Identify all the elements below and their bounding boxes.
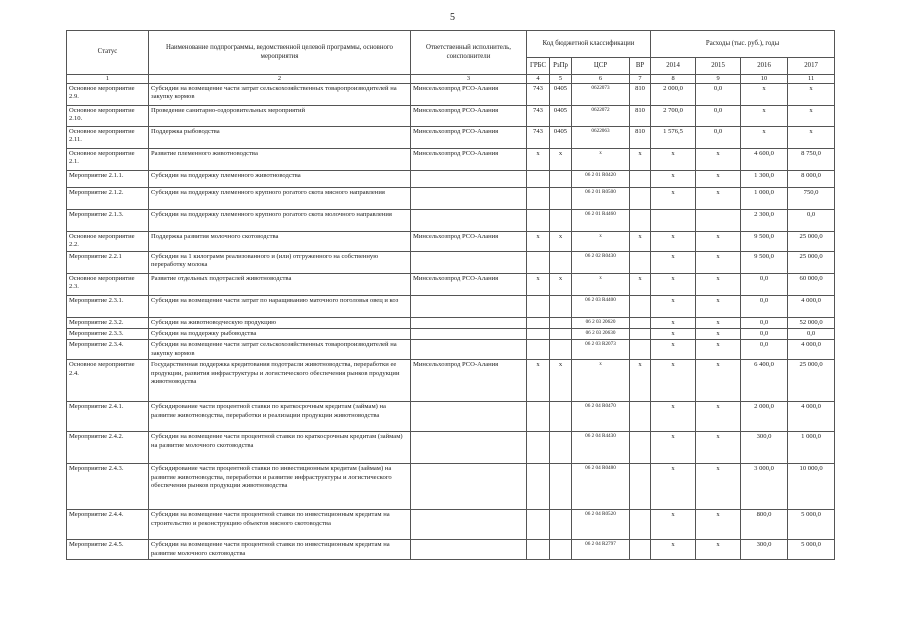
- header-grbs: ГРБС: [527, 58, 550, 75]
- row-2016: 0,0: [741, 318, 788, 329]
- column-number: 2: [149, 75, 411, 84]
- row-csr: 0622073: [572, 84, 630, 106]
- row-2017: 8 000,0: [788, 171, 835, 188]
- row-2015: х: [696, 432, 741, 464]
- row-2016: х: [741, 106, 788, 127]
- row-executor: [411, 540, 527, 560]
- row-vr: х: [630, 274, 651, 296]
- row-name: Субсидии на поддержку племенного крупного рогатого скота молочного направления: [149, 210, 411, 232]
- row-2015: х: [696, 149, 741, 171]
- row-vr: х: [630, 149, 651, 171]
- table-row: [67, 510, 835, 540]
- row-rzpr: [550, 318, 572, 329]
- row-2014: х: [651, 252, 696, 274]
- row-2017: 52 000,0: [788, 318, 835, 329]
- page-number: 5: [450, 12, 455, 23]
- row-2014: х: [651, 540, 696, 560]
- row-name: Поддержка развития молочного скотоводства: [149, 232, 411, 252]
- column-number: 11: [788, 75, 835, 84]
- row-csr: 06 2 04 R4430: [572, 432, 630, 464]
- row-rzpr: [550, 329, 572, 340]
- row-name: Государственная поддержка кредитования подотрасли животноводства, переработки ее продукции, развития инфраструктуры и логистического обеспечения рынков продукции животноводства: [149, 360, 411, 402]
- row-2016: 300,0: [741, 540, 788, 560]
- row-status: Мероприятие 2.3.2.: [67, 318, 149, 329]
- table-body: [67, 84, 835, 560]
- row-executor: Минсельхозпрод РСО-Алания: [411, 127, 527, 149]
- row-executor: Минсельхозпрод РСО-Алания: [411, 106, 527, 127]
- row-name: Субсидирование части процентной ставки по краткосрочным кредитам (займам) на развитие животноводства, переработки и реализации продукции животноводства: [149, 402, 411, 432]
- row-grbs: [527, 296, 550, 318]
- row-vr: 810: [630, 127, 651, 149]
- row-2016: 300,0: [741, 432, 788, 464]
- row-rzpr: [550, 432, 572, 464]
- row-executor: [411, 432, 527, 464]
- row-csr: х: [572, 274, 630, 296]
- row-name: Субсидирование части процентной ставки по инвестиционным кредитам (займам) на развитие животноводства, переработки и развитие инфраструктуры и логистического обеспечения рынков продукции животноводства: [149, 464, 411, 510]
- table-row: [67, 232, 835, 252]
- row-status: Основное мероприятие 2.11.: [67, 127, 149, 149]
- row-status: Мероприятие 2.4.2.: [67, 432, 149, 464]
- row-vr: [630, 188, 651, 210]
- row-2014: х: [651, 340, 696, 360]
- row-2016: 6 400,0: [741, 360, 788, 402]
- row-vr: [630, 296, 651, 318]
- row-status: Мероприятие 2.1.2.: [67, 188, 149, 210]
- row-2017: 4 000,0: [788, 340, 835, 360]
- row-2015: [696, 210, 741, 232]
- row-2016: 0,0: [741, 340, 788, 360]
- row-status: Основное мероприятие 2.1.: [67, 149, 149, 171]
- row-executor: Минсельхозпрод РСО-Алания: [411, 360, 527, 402]
- row-csr: 06 2 04 R2797: [572, 540, 630, 560]
- row-name: Развитие отдельных подотраслей животноводства: [149, 274, 411, 296]
- row-2017: 0,0: [788, 210, 835, 232]
- row-2016: 1 300,0: [741, 171, 788, 188]
- row-2016: 800,0: [741, 510, 788, 540]
- row-2017: 8 750,0: [788, 149, 835, 171]
- row-2015: х: [696, 540, 741, 560]
- row-vr: х: [630, 360, 651, 402]
- row-2017: х: [788, 84, 835, 106]
- table-row: [67, 329, 835, 340]
- row-name: Субсидии на возмещение части затрат по наращиванию маточного поголовья овец и коз: [149, 296, 411, 318]
- row-2016: 4 600,0: [741, 149, 788, 171]
- row-2014: х: [651, 188, 696, 210]
- row-executor: Минсельхозпрод РСО-Алания: [411, 232, 527, 252]
- row-name: Субсидии на возмещение части процентной ставки по краткосрочным кредитам (займам) на развитие молочного скотоводства: [149, 432, 411, 464]
- row-name: Субсидии на поддержку рыбоводства: [149, 329, 411, 340]
- row-2016: 2 000,0: [741, 402, 788, 432]
- row-csr: 06 2 04 R0480: [572, 464, 630, 510]
- row-grbs: [527, 329, 550, 340]
- row-name: Развитие племенного животноводства: [149, 149, 411, 171]
- row-csr: 0622063: [572, 127, 630, 149]
- row-2016: 0,0: [741, 274, 788, 296]
- header-rzpr: РзПр: [550, 58, 572, 75]
- row-2016: 1 000,0: [741, 188, 788, 210]
- row-name: Субсидии на возмещение части процентной ставки по инвестиционным кредитам на развитие молочного скотоводства: [149, 540, 411, 560]
- row-grbs: [527, 210, 550, 232]
- row-2017: 25 000,0: [788, 360, 835, 402]
- row-executor: [411, 210, 527, 232]
- row-rzpr: [550, 402, 572, 432]
- row-rzpr: 0405: [550, 84, 572, 106]
- table-row: [67, 171, 835, 188]
- row-executor: [411, 252, 527, 274]
- row-2015: 0,0: [696, 84, 741, 106]
- row-status: Мероприятие 2.1.3.: [67, 210, 149, 232]
- table-row: [67, 464, 835, 510]
- row-grbs: [527, 318, 550, 329]
- table-row: [67, 296, 835, 318]
- row-2014: х: [651, 149, 696, 171]
- row-status: Основное мероприятие 2.10.: [67, 106, 149, 127]
- row-grbs: [527, 402, 550, 432]
- row-rzpr: х: [550, 232, 572, 252]
- budget-table: [66, 30, 835, 560]
- row-vr: [630, 210, 651, 232]
- row-executor: [411, 464, 527, 510]
- row-executor: [411, 340, 527, 360]
- row-vr: [630, 329, 651, 340]
- row-2014: [651, 210, 696, 232]
- table-row: [67, 274, 835, 296]
- row-vr: [630, 464, 651, 510]
- row-2014: х: [651, 171, 696, 188]
- row-2017: 5 000,0: [788, 540, 835, 560]
- row-2017: 0,0: [788, 329, 835, 340]
- row-rzpr: [550, 510, 572, 540]
- table-row: [67, 127, 835, 149]
- row-executor: [411, 188, 527, 210]
- row-2015: 0,0: [696, 106, 741, 127]
- column-number: 8: [651, 75, 696, 84]
- row-rzpr: х: [550, 149, 572, 171]
- row-2016: 0,0: [741, 296, 788, 318]
- table-row: [67, 106, 835, 127]
- table-row: [67, 432, 835, 464]
- row-vr: 810: [630, 106, 651, 127]
- table-row: [67, 318, 835, 329]
- row-2015: х: [696, 188, 741, 210]
- row-executor: Минсельхозпрод РСО-Алания: [411, 149, 527, 171]
- column-number: 5: [550, 75, 572, 84]
- row-grbs: 743: [527, 127, 550, 149]
- row-csr: 06 2 04 R0470: [572, 402, 630, 432]
- row-2014: х: [651, 402, 696, 432]
- row-grbs: [527, 510, 550, 540]
- row-csr: 06 2 03 R2073: [572, 340, 630, 360]
- row-name: Поддержка рыбоводства: [149, 127, 411, 149]
- row-rzpr: [550, 210, 572, 232]
- row-2016: х: [741, 84, 788, 106]
- row-csr: 06 2 01 R4460: [572, 210, 630, 232]
- row-rzpr: [550, 252, 572, 274]
- row-2015: х: [696, 329, 741, 340]
- row-rzpr: [550, 171, 572, 188]
- row-status: Мероприятие 2.4.3.: [67, 464, 149, 510]
- row-status: Мероприятие 2.4.1.: [67, 402, 149, 432]
- row-csr: 06 2 04 R0520: [572, 510, 630, 540]
- row-2017: 25 000,0: [788, 252, 835, 274]
- row-csr: х: [572, 360, 630, 402]
- row-executor: [411, 402, 527, 432]
- row-vr: 810: [630, 84, 651, 106]
- row-executor: [411, 329, 527, 340]
- column-number: 9: [696, 75, 741, 84]
- row-2015: х: [696, 340, 741, 360]
- table-row: [67, 340, 835, 360]
- row-2016: х: [741, 127, 788, 149]
- header-vr: ВР: [630, 58, 651, 75]
- row-2015: х: [696, 510, 741, 540]
- row-status: Мероприятие 2.3.1.: [67, 296, 149, 318]
- row-grbs: [527, 464, 550, 510]
- row-vr: х: [630, 232, 651, 252]
- row-vr: [630, 510, 651, 540]
- row-executor: [411, 171, 527, 188]
- row-status: Мероприятие 2.4.4.: [67, 510, 149, 540]
- row-status: Мероприятие 2.4.5.: [67, 540, 149, 560]
- column-number: 4: [527, 75, 550, 84]
- row-2015: 0,0: [696, 127, 741, 149]
- row-executor: Минсельхозпрод РСО-Алания: [411, 84, 527, 106]
- row-2017: х: [788, 127, 835, 149]
- header-2015: 2015: [696, 58, 741, 75]
- header-expenses: Расходы (тыс. руб.), годы: [651, 31, 835, 58]
- row-status: Основное мероприятие 2.3.: [67, 274, 149, 296]
- row-2015: х: [696, 296, 741, 318]
- row-executor: [411, 318, 527, 329]
- row-2015: х: [696, 464, 741, 510]
- column-number: 1: [67, 75, 149, 84]
- row-executor: [411, 510, 527, 540]
- row-2014: 2 000,0: [651, 84, 696, 106]
- row-status: Мероприятие 2.3.3.: [67, 329, 149, 340]
- table-row: [67, 149, 835, 171]
- header-2016: 2016: [741, 58, 788, 75]
- row-2014: х: [651, 232, 696, 252]
- table-row: [67, 84, 835, 106]
- row-name: Субсидии на возмещение части затрат сельскохозяйственных товаропроизводителей на закупку кормов: [149, 340, 411, 360]
- row-csr: 0622072: [572, 106, 630, 127]
- row-2014: х: [651, 464, 696, 510]
- row-grbs: х: [527, 232, 550, 252]
- row-2015: х: [696, 232, 741, 252]
- row-2015: х: [696, 402, 741, 432]
- row-name: Субсидии на возмещение части затрат сельскохозяйственных товаропроизводителей на закупку кормов: [149, 84, 411, 106]
- row-rzpr: 0405: [550, 106, 572, 127]
- column-number: 6: [572, 75, 630, 84]
- row-vr: [630, 171, 651, 188]
- header-csr: ЦСР: [572, 58, 630, 75]
- row-2014: х: [651, 296, 696, 318]
- row-2017: 25 000,0: [788, 232, 835, 252]
- row-csr: 06 2 01 R0500: [572, 188, 630, 210]
- row-grbs: [527, 188, 550, 210]
- column-number: 3: [411, 75, 527, 84]
- header-name: Наименование подпрограммы, ведомственной целевой программы, основного мероприятия: [149, 31, 411, 75]
- header-2014: 2014: [651, 58, 696, 75]
- row-2015: х: [696, 274, 741, 296]
- row-vr: [630, 252, 651, 274]
- row-2017: 5 000,0: [788, 510, 835, 540]
- table-row: [67, 402, 835, 432]
- row-2015: х: [696, 252, 741, 274]
- row-2016: 9 500,0: [741, 252, 788, 274]
- table-row: [67, 540, 835, 560]
- row-name: Субсидии на поддержку племенного животноводства: [149, 171, 411, 188]
- column-number: 10: [741, 75, 788, 84]
- row-2014: х: [651, 360, 696, 402]
- row-2016: 2 300,0: [741, 210, 788, 232]
- row-csr: 06 2 03 R4400: [572, 296, 630, 318]
- row-2016: 9 500,0: [741, 232, 788, 252]
- row-vr: [630, 318, 651, 329]
- row-name: Субсидии на животноводческую продукцию: [149, 318, 411, 329]
- table-row: [67, 210, 835, 232]
- row-status: Основное мероприятие 2.2.: [67, 232, 149, 252]
- row-grbs: [527, 540, 550, 560]
- row-2017: 10 000,0: [788, 464, 835, 510]
- row-rzpr: 0405: [550, 127, 572, 149]
- row-vr: [630, 540, 651, 560]
- row-2017: 4 000,0: [788, 296, 835, 318]
- row-2014: х: [651, 510, 696, 540]
- row-2017: 60 000,0: [788, 274, 835, 296]
- header-budget-code: Код бюджетной классификации: [527, 31, 651, 58]
- column-number: 7: [630, 75, 651, 84]
- row-2015: х: [696, 318, 741, 329]
- row-2014: х: [651, 318, 696, 329]
- row-csr: 06 2 01 R0420: [572, 171, 630, 188]
- row-csr: 06 2 03 20630: [572, 329, 630, 340]
- row-2014: 1 576,5: [651, 127, 696, 149]
- row-csr: 06 2 03 20620: [572, 318, 630, 329]
- row-status: Мероприятие 2.3.4.: [67, 340, 149, 360]
- row-grbs: [527, 252, 550, 274]
- row-rzpr: х: [550, 360, 572, 402]
- row-status: Мероприятие 2.1.1.: [67, 171, 149, 188]
- row-vr: [630, 340, 651, 360]
- header-status: Статус: [67, 31, 149, 75]
- row-executor: [411, 296, 527, 318]
- row-status: Мероприятие 2.2.1: [67, 252, 149, 274]
- row-csr: х: [572, 149, 630, 171]
- row-vr: [630, 432, 651, 464]
- row-name: Проведение санитарно-оздоровительных мероприятий: [149, 106, 411, 127]
- row-grbs: х: [527, 360, 550, 402]
- row-2015: х: [696, 171, 741, 188]
- row-grbs: [527, 171, 550, 188]
- row-status: Основное мероприятие 2.9.: [67, 84, 149, 106]
- header-executor: Ответственный исполнитель, соисполнители: [411, 31, 527, 75]
- row-2014: х: [651, 274, 696, 296]
- row-rzpr: [550, 296, 572, 318]
- row-2014: 2 700,0: [651, 106, 696, 127]
- row-rzpr: [550, 464, 572, 510]
- table-row: [67, 188, 835, 210]
- row-csr: х: [572, 232, 630, 252]
- row-name: Субсидии на поддержку племенного крупного рогатого скота мясного направления: [149, 188, 411, 210]
- row-rzpr: [550, 188, 572, 210]
- row-grbs: 743: [527, 106, 550, 127]
- row-2017: 4 000,0: [788, 402, 835, 432]
- row-2017: х: [788, 106, 835, 127]
- row-grbs: [527, 340, 550, 360]
- row-rzpr: [550, 340, 572, 360]
- row-2016: 3 000,0: [741, 464, 788, 510]
- row-vr: [630, 402, 651, 432]
- row-name: Субсидии на 1 килограмм реализованного и (или) отгруженного на собственную переработку молока: [149, 252, 411, 274]
- table-row: [67, 360, 835, 402]
- row-name: Субсидии на возмещение части процентной ставки по инвестиционным кредитам на строительство и реконструкцию объектов мясного скотоводства: [149, 510, 411, 540]
- row-rzpr: х: [550, 274, 572, 296]
- row-rzpr: [550, 540, 572, 560]
- row-status: Основное мероприятие 2.4.: [67, 360, 149, 402]
- table-row: [67, 252, 835, 274]
- row-2016: 0,0: [741, 329, 788, 340]
- row-2017: 750,0: [788, 188, 835, 210]
- row-2017: 1 000,0: [788, 432, 835, 464]
- row-grbs: 743: [527, 84, 550, 106]
- header-2017: 2017: [788, 58, 835, 75]
- row-grbs: х: [527, 274, 550, 296]
- row-grbs: х: [527, 149, 550, 171]
- row-2014: х: [651, 432, 696, 464]
- row-grbs: [527, 432, 550, 464]
- row-executor: Минсельхозпрод РСО-Алания: [411, 274, 527, 296]
- row-csr: 06 2 02 R0430: [572, 252, 630, 274]
- row-2014: х: [651, 329, 696, 340]
- row-2015: х: [696, 360, 741, 402]
